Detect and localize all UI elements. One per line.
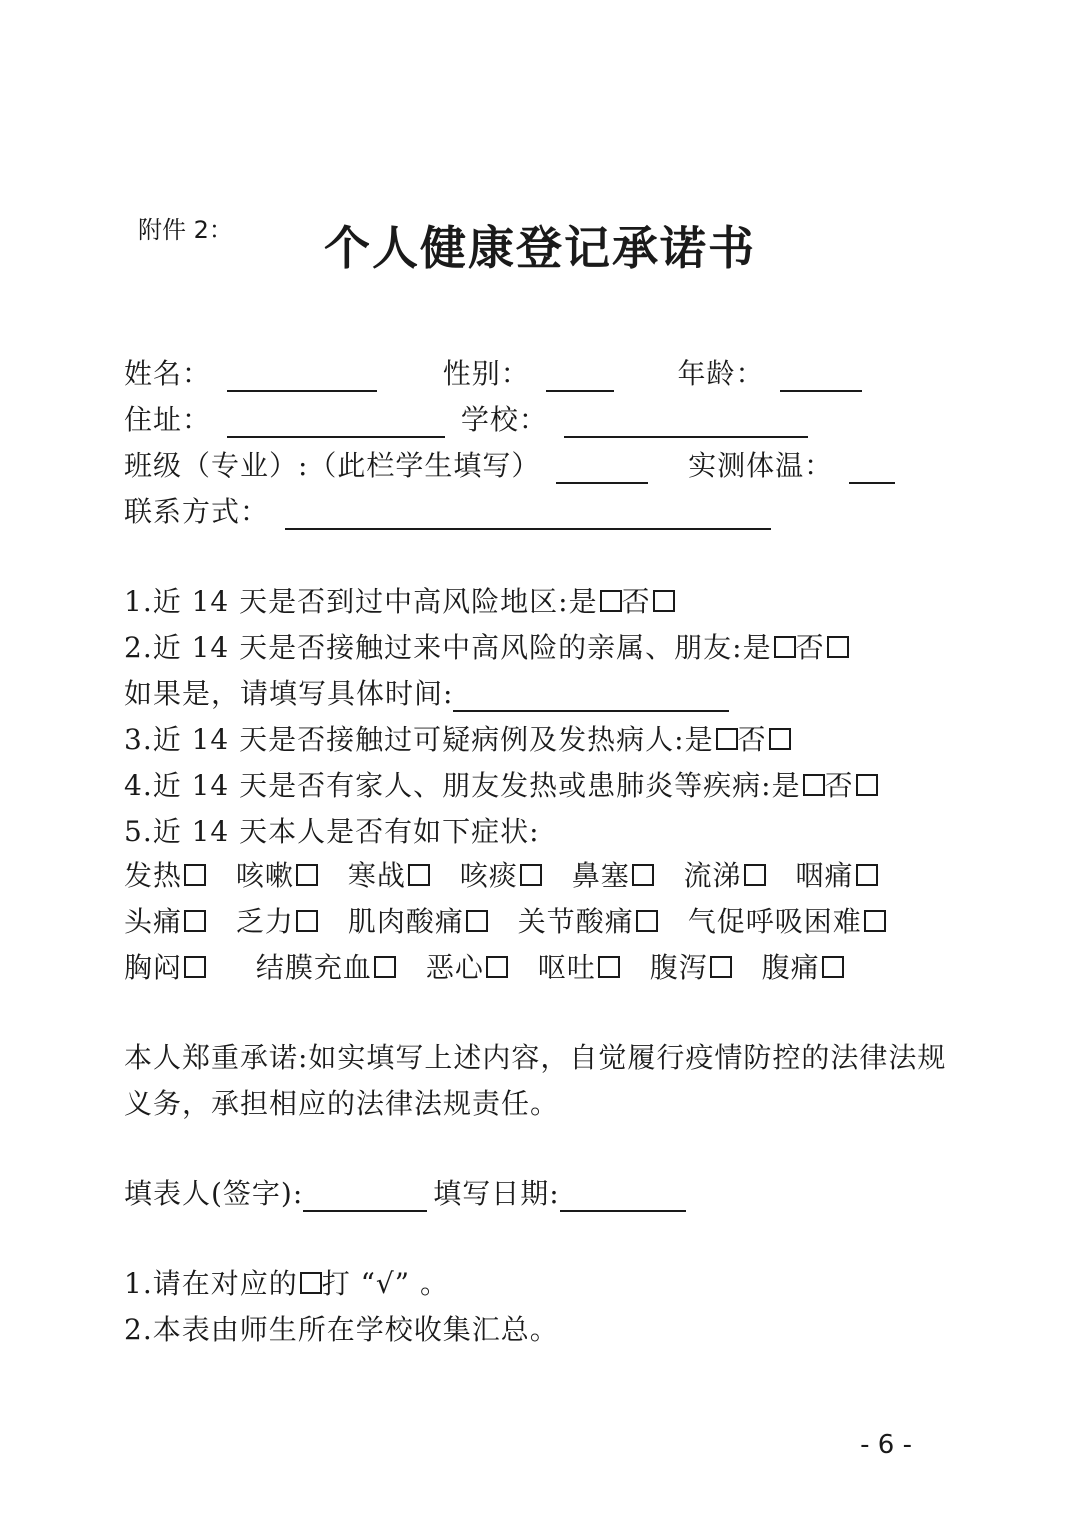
- symptom-checkbox[interactable]: [864, 910, 886, 932]
- symptom-option: 乏力: [236, 900, 318, 940]
- symptom-option: 腹痛: [762, 946, 844, 986]
- page-title: 个人健康登记承诺书: [324, 221, 756, 275]
- symptom-checkbox[interactable]: [856, 864, 878, 886]
- symptom-option: 头痛: [124, 900, 206, 940]
- checkbox-glyph: [300, 1272, 322, 1294]
- contact-label: 联系方式：: [124, 495, 270, 528]
- symptom-checkbox[interactable]: [636, 910, 658, 932]
- yes-checkbox[interactable]: [774, 636, 796, 658]
- symptom-option: 呕吐: [538, 946, 620, 986]
- question-4: [124, 764, 878, 804]
- no-label: 否: [737, 723, 767, 756]
- yes-checkbox[interactable]: [803, 774, 825, 796]
- attachment-label: 附件 2：: [138, 216, 233, 244]
- followup-label: 如果是，请填写具体时间:: [124, 677, 454, 710]
- gender-field[interactable]: [546, 360, 614, 392]
- yes-checkbox[interactable]: [716, 728, 738, 750]
- question-2-followup: [124, 672, 735, 712]
- contact-field[interactable]: [285, 498, 771, 530]
- symptom-checkbox[interactable]: [520, 864, 542, 886]
- info-row-4: [124, 490, 777, 530]
- address-label: 住址：: [124, 403, 212, 436]
- symptom-option: 咽痛: [796, 854, 878, 894]
- info-row-1: [124, 352, 868, 392]
- symptom-checkbox[interactable]: [184, 956, 206, 978]
- question-2: [124, 626, 849, 666]
- question-1-text: 1.近 14 天是否到过中高风险地区:是: [124, 585, 598, 618]
- symptom-option: 关节酸痛: [518, 900, 658, 940]
- symptoms-row-1: [124, 854, 898, 894]
- symptom-option: 肌肉酸痛: [348, 900, 488, 940]
- no-label: 否: [621, 585, 651, 618]
- temperature-label: 实测体温：: [688, 449, 834, 482]
- symptom-option: 气促呼吸困难: [688, 900, 886, 940]
- pledge-line-2: 义务，承担相应的法律法规责任。: [124, 1087, 560, 1120]
- signer-field[interactable]: [303, 1180, 427, 1212]
- school-label: 学校：: [460, 403, 548, 436]
- symptom-checkbox[interactable]: [296, 864, 318, 886]
- no-label: 否: [795, 631, 825, 664]
- no-checkbox[interactable]: [653, 590, 675, 612]
- question-3-text: 3.近 14 天是否接触过可疑病例及发热病人:是: [124, 723, 714, 756]
- symptom-option: 鼻塞: [572, 854, 654, 894]
- symptom-option: 咳痰: [460, 854, 542, 894]
- symptom-checkbox[interactable]: [744, 864, 766, 886]
- no-checkbox[interactable]: [856, 774, 878, 796]
- yes-checkbox[interactable]: [600, 590, 622, 612]
- symptoms-row-3: [124, 946, 864, 986]
- class-field[interactable]: [556, 452, 648, 484]
- symptom-option: 恶心: [426, 946, 508, 986]
- age-field[interactable]: [780, 360, 862, 392]
- symptom-option: 结膜充血: [256, 946, 396, 986]
- signature-row: [124, 1172, 692, 1212]
- class-label: 班级（专业）:（此栏学生填写）: [124, 449, 541, 482]
- question-4-text: 4.近 14 天是否有家人、朋友发热或患肺炎等疾病:是: [124, 769, 801, 802]
- symptom-checkbox[interactable]: [374, 956, 396, 978]
- name-field[interactable]: [227, 360, 377, 392]
- symptom-checkbox[interactable]: [466, 910, 488, 932]
- symptom-option: 发热: [124, 854, 206, 894]
- symptom-checkbox[interactable]: [408, 864, 430, 886]
- symptom-option: 寒战: [348, 854, 430, 894]
- symptom-option: 咳嗽: [236, 854, 318, 894]
- date-field[interactable]: [560, 1180, 686, 1212]
- temperature-field[interactable]: [849, 452, 895, 484]
- symptom-checkbox[interactable]: [184, 864, 206, 886]
- date-label: 填写日期:: [433, 1177, 560, 1210]
- symptom-checkbox[interactable]: [598, 956, 620, 978]
- question-5: 5.近 14 天本人是否有如下症状:: [124, 815, 540, 848]
- age-label: 年龄：: [677, 357, 765, 390]
- symptom-checkbox[interactable]: [486, 956, 508, 978]
- info-row-2: [124, 398, 814, 438]
- info-row-3: [124, 444, 901, 484]
- signer-label: 填表人(签字):: [124, 1177, 304, 1210]
- no-checkbox[interactable]: [769, 728, 791, 750]
- note-1-text: 1.请在对应的: [124, 1267, 298, 1300]
- pledge-line-1: 本人郑重承诺:如实填写上述内容，自觉履行疫情防控的法律法规: [124, 1041, 947, 1074]
- note-1-tail: 打 “√” 。: [321, 1267, 449, 1300]
- symptom-option: 腹泻: [650, 946, 732, 986]
- symptom-option: 流涕: [684, 854, 766, 894]
- school-field[interactable]: [564, 406, 808, 438]
- page-number: - 6 -: [860, 1430, 912, 1460]
- symptom-checkbox[interactable]: [632, 864, 654, 886]
- note-1: [124, 1262, 449, 1302]
- symptoms-row-2: [124, 900, 906, 940]
- time-field[interactable]: [453, 680, 729, 712]
- name-label: 姓名：: [124, 357, 212, 390]
- symptom-checkbox[interactable]: [184, 910, 206, 932]
- no-label: 否: [824, 769, 854, 802]
- symptom-checkbox[interactable]: [710, 956, 732, 978]
- gender-label: 性别：: [442, 357, 530, 390]
- symptom-option: 胸闷: [124, 946, 206, 986]
- note-2: 2.本表由师生所在学校收集汇总。: [124, 1313, 559, 1346]
- question-2-text: 2.近 14 天是否接触过来中高风险的亲属、朋友:是: [124, 631, 772, 664]
- address-field[interactable]: [227, 406, 445, 438]
- symptom-checkbox[interactable]: [822, 956, 844, 978]
- question-3: [124, 718, 791, 758]
- symptom-checkbox[interactable]: [296, 910, 318, 932]
- question-1: [124, 580, 675, 620]
- no-checkbox[interactable]: [827, 636, 849, 658]
